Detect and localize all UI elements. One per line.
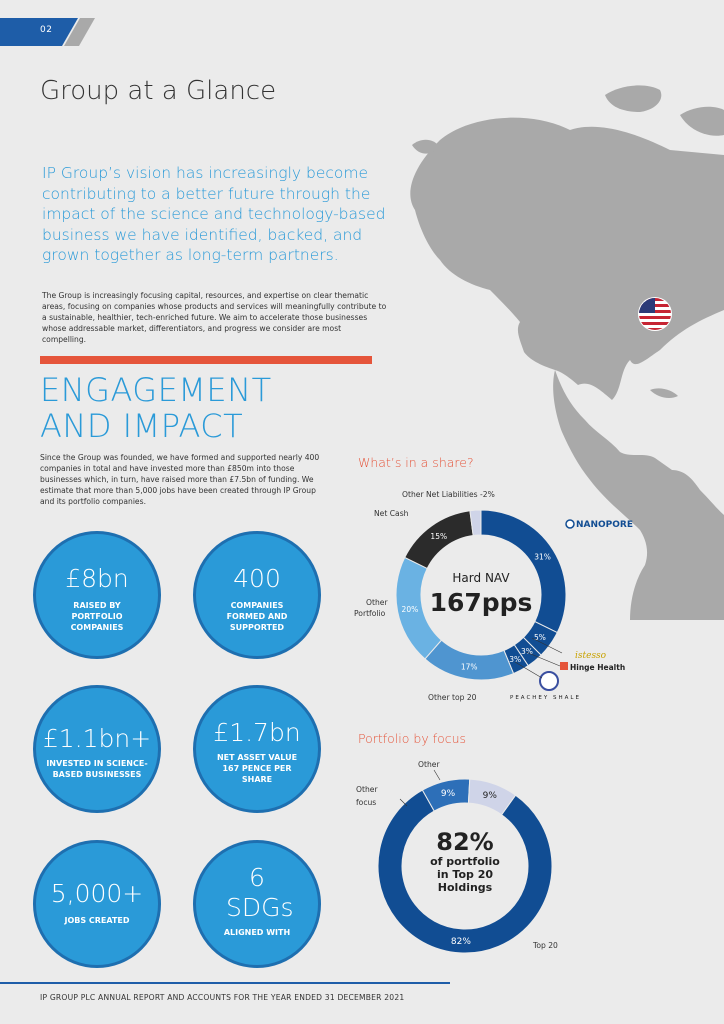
share-donut-chart	[340, 480, 660, 710]
stat-circle-companies	[193, 531, 321, 659]
donut-value-label-5: 20%	[401, 605, 419, 615]
label-other: Other	[356, 785, 378, 794]
divider-bar	[40, 356, 372, 364]
stat-value: £1.7bn	[213, 718, 301, 747]
stat-value: £1.1bn+	[42, 724, 152, 753]
stat-value: 400	[233, 564, 281, 593]
focus-center-line2: in Top 20	[436, 868, 494, 881]
stat-label: RAISED BY PORTFOLIO COMPANIES	[70, 601, 124, 632]
engagement-paragraph: Since the Group was founded, we have formed and supported nearly 400 companies in total and have invested more than £850m into those businesses which, in turn, have raised more than £7.5bn of funding. We estimate that more than 5,000 jobs have been created through IP Group and its portfolio companies.	[40, 453, 320, 506]
intro-paragraph: The Group is increasingly focusing capital, resources, and expertise on clear thematic areas, focusing on companies whose products and services will meaningfully contribute to a sustainable, healthier, tech-enriched future. We aim to accelerate those businesses whose addressable market, differentiators, and progress we consider are most compelling.	[42, 291, 387, 344]
label-other-focus-top: Other	[418, 760, 440, 769]
label-other-net-liabilities: Other Net Liabilities -2%	[402, 490, 495, 499]
logo-istesso: istesso	[575, 651, 607, 661]
stat-label: JOBS CREATED	[64, 916, 130, 925]
page-title: Group at a Glance	[40, 76, 277, 106]
logo-nanopore: NANOPORE	[576, 520, 634, 530]
footer-text: IP GROUP PLC ANNUAL REPORT AND ACCOUNTS FOR THE YEAR ENDED 31 DECEMBER 2021	[40, 993, 405, 1002]
heading-line-2: AND IMPACT	[40, 407, 244, 445]
stat-label: ALIGNED WITH	[223, 928, 291, 937]
stat-circle-raised	[33, 531, 161, 659]
label-net-cash: Net Cash	[374, 509, 409, 518]
vision-statement: IP Group’s vision has increasingly become contributing to a better future through the impact of the science and technology-based business we have identified, backed, and grown together as long-term partners.	[42, 164, 386, 264]
focus-donut-chart	[350, 752, 590, 957]
stat-circle-invested	[33, 685, 161, 813]
stat-label: NET ASSET VALUE 167 PENCE PER SHARE	[216, 753, 298, 784]
focus-center-line1: of portfolio	[430, 855, 500, 868]
center-value: 167pps	[429, 588, 533, 617]
donut-value-label-0: 82%	[450, 936, 471, 947]
share-chart-title: What’s in a share?	[358, 455, 474, 470]
donut-value-label-2: 3%	[521, 647, 533, 657]
logo-featurespace: PEACHEY SHALE	[510, 695, 581, 701]
donut-value-label-1: 9%	[440, 788, 456, 799]
label-top-20: Top 20	[533, 941, 558, 950]
stat-label: COMPANIES FORMED AND SUPPORTED	[226, 601, 288, 632]
center-label: Hard NAV	[452, 571, 510, 585]
stat-circle-nav	[193, 685, 321, 813]
logo-hinge-health: Hinge Health	[570, 663, 626, 672]
stat-value: 5,000+	[50, 879, 144, 908]
page-number: 02	[40, 25, 53, 35]
stat-value: £8bn	[65, 564, 129, 593]
focus-chart-title: Portfolio by focus	[358, 731, 467, 746]
donut-value-label-4: 17%	[460, 662, 478, 672]
label-other: Other	[366, 598, 388, 607]
section-heading	[40, 372, 272, 444]
stat-circle-jobs	[33, 840, 161, 968]
stat-circle-sdgs	[193, 840, 321, 968]
focus-center-value: 82%	[436, 828, 494, 856]
stat-label: INVESTED IN SCIENCE-BASED BUSINESSES	[46, 759, 148, 779]
label-portfolio: Portfolio	[354, 609, 386, 618]
donut-value-label-2: 9%	[482, 791, 497, 802]
donut-segment-4	[425, 640, 514, 680]
us-flag-icon	[638, 297, 672, 331]
donut-value-label-1: 5%	[533, 633, 546, 643]
heading-line-1: ENGAGEMENT	[40, 371, 272, 409]
donut-value-label-3: 3%	[509, 654, 522, 664]
focus-center-line3: Holdings	[437, 881, 493, 894]
label-other-top-20: Other top 20	[428, 693, 477, 702]
donut-value-label-0: 31%	[534, 552, 551, 562]
label-focus: focus	[356, 798, 377, 807]
footer-line	[0, 982, 450, 984]
stat-value: 6 SDGs	[226, 863, 294, 922]
donut-value-label-6: 15%	[430, 532, 448, 542]
